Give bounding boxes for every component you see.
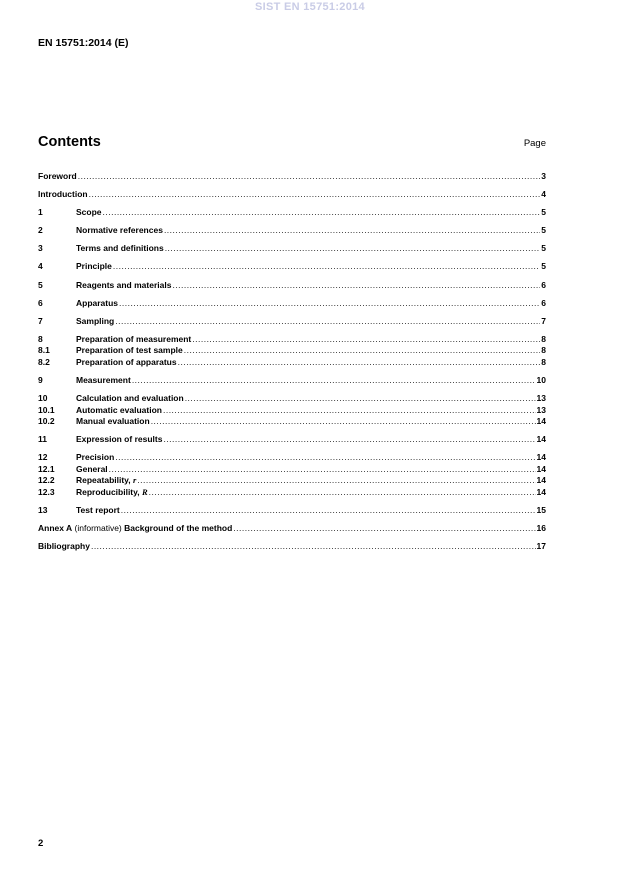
toc-entry-number: 9 bbox=[38, 374, 43, 385]
toc-entry-number: 12 bbox=[38, 452, 48, 463]
toc-entry-page: 5 bbox=[541, 243, 546, 254]
toc-entry-number: 12.2 bbox=[38, 475, 55, 486]
toc-leader-dots bbox=[185, 393, 536, 405]
toc-entry-number: 12.1 bbox=[38, 463, 55, 474]
toc-entry-measurement[interactable] bbox=[38, 375, 546, 387]
toc-entry-terms-and-definitions[interactable] bbox=[38, 243, 546, 255]
toc-entry-page: 5 bbox=[541, 207, 546, 218]
toc-leader-dots bbox=[137, 475, 535, 487]
toc-entry-preparation-of-apparatus[interactable] bbox=[38, 357, 546, 369]
toc-entry-calculation-and-evaluation[interactable] bbox=[38, 393, 546, 405]
toc-entry-variable: R bbox=[141, 486, 148, 497]
toc-leader-dots bbox=[178, 357, 541, 369]
toc-entry-number: 13 bbox=[38, 504, 48, 515]
toc-entry-title: Normative references bbox=[76, 225, 163, 236]
toc-entry-number: 10.2 bbox=[38, 416, 55, 427]
toc-entry-page: 13 bbox=[536, 393, 546, 404]
toc-entry-number: 12.3 bbox=[38, 486, 55, 497]
toc-leader-dots bbox=[121, 505, 536, 517]
toc-entry-reproducibility[interactable] bbox=[38, 487, 546, 499]
toc-entry-manual-evaluation[interactable] bbox=[38, 416, 546, 428]
toc-entry-number: 2 bbox=[38, 225, 43, 236]
toc-entry-page: 8 bbox=[541, 333, 546, 344]
toc-entry-page: 14 bbox=[536, 434, 546, 445]
toc-entry-expression-of-results[interactable] bbox=[38, 434, 546, 446]
toc-leader-dots bbox=[184, 345, 541, 357]
toc-leader-dots bbox=[113, 261, 540, 273]
toc-entry-title-wrap bbox=[76, 475, 136, 487]
toc-entry-page: 14 bbox=[536, 452, 546, 463]
toc-entry-repeatability[interactable] bbox=[38, 475, 546, 487]
toc-entry-title: Sampling bbox=[76, 315, 115, 326]
toc-annex-title: Background of the method bbox=[124, 522, 233, 533]
toc-entry-page: 3 bbox=[541, 171, 546, 181]
toc-annex-note: (informative) bbox=[72, 522, 125, 533]
toc-entry-title: Preparation of measurement bbox=[76, 333, 192, 344]
watermark: SIST EN 15751:2014 bbox=[255, 1, 365, 13]
toc-entry-page: 14 bbox=[536, 463, 546, 474]
toc-entry-title: Measurement bbox=[76, 374, 131, 385]
toc-entry-precision[interactable] bbox=[38, 452, 546, 464]
toc-entry-annex-a[interactable] bbox=[38, 523, 546, 535]
toc-entry-page: 8 bbox=[541, 356, 546, 367]
toc-leader-dots bbox=[119, 298, 540, 310]
toc-leader-dots bbox=[149, 487, 536, 499]
toc-entry-title: Repeatability, bbox=[76, 475, 133, 486]
toc-leader-dots bbox=[109, 464, 536, 476]
toc-leader-dots bbox=[164, 225, 540, 237]
toc-entry-number: 11 bbox=[38, 434, 47, 445]
toc-leader-dots bbox=[233, 523, 535, 535]
toc-entry-title: Reproducibility, bbox=[76, 486, 142, 497]
toc-entry-page: 16 bbox=[536, 522, 546, 533]
toc-entry-title: Calculation and evaluation bbox=[76, 393, 184, 404]
contents-title: Contents bbox=[38, 134, 101, 150]
toc-entry-scope[interactable] bbox=[38, 207, 546, 219]
toc-entry-page: 17 bbox=[536, 541, 546, 551]
toc-entry-normative-references[interactable] bbox=[38, 225, 546, 237]
toc-entry-page: 5 bbox=[541, 225, 546, 236]
toc-entry-number: 8.1 bbox=[38, 345, 50, 356]
toc-entry-number: 1 bbox=[38, 207, 43, 218]
toc-entry-page: 5 bbox=[541, 261, 546, 272]
toc-entry-title: Precision bbox=[76, 452, 115, 463]
toc-entry-title: Principle bbox=[76, 261, 112, 272]
toc-entry-page: 6 bbox=[541, 279, 546, 290]
toc-entry-page: 14 bbox=[536, 486, 546, 497]
toc-leader-dots bbox=[192, 334, 540, 346]
toc-entry-title: Test report bbox=[76, 504, 120, 515]
toc-entry-number: 10.1 bbox=[38, 404, 55, 415]
toc-entry-foreword[interactable] bbox=[38, 171, 546, 183]
toc-leader-dots bbox=[115, 452, 535, 464]
toc-entry-principle[interactable] bbox=[38, 261, 546, 273]
toc-entry-variable: r bbox=[133, 475, 137, 486]
toc-entry-title: Preparation of apparatus bbox=[76, 356, 177, 367]
toc-entry-number: 5 bbox=[38, 279, 43, 290]
toc-entry-title: Annex A bbox=[38, 522, 73, 533]
toc-entry-page: 7 bbox=[541, 315, 546, 326]
toc-leader-dots bbox=[132, 375, 536, 387]
toc-entry-title: Expression of results bbox=[76, 434, 163, 445]
toc-leader-dots bbox=[89, 189, 541, 201]
document-id: EN 15751:2014 (E) bbox=[38, 37, 129, 49]
toc-entry-reagents-and-materials[interactable] bbox=[38, 280, 546, 292]
toc-entry-number: 4 bbox=[38, 261, 43, 272]
toc-entry-number: 6 bbox=[38, 297, 43, 308]
toc-entry-page: 10 bbox=[536, 374, 546, 385]
toc-entry-page: 14 bbox=[536, 475, 546, 486]
toc-entry-page: 14 bbox=[536, 416, 546, 427]
toc-entry-title: Manual evaluation bbox=[76, 416, 150, 427]
toc-entry-number: 10 bbox=[38, 393, 48, 404]
toc-entry-title: Foreword bbox=[38, 171, 77, 181]
toc-leader-dots bbox=[115, 316, 540, 328]
toc-entry-preparation-of-test-sample[interactable] bbox=[38, 345, 546, 357]
toc-entry-test-report[interactable] bbox=[38, 505, 546, 517]
toc-entry-page: 4 bbox=[541, 189, 546, 200]
toc-entry-title: Apparatus bbox=[76, 297, 119, 308]
toc-entry-title: Introduction bbox=[38, 189, 88, 200]
toc-entry-title: Automatic evaluation bbox=[76, 404, 162, 415]
toc-entry-page: 15 bbox=[536, 504, 546, 515]
table-of-contents bbox=[38, 171, 546, 553]
toc-entry-title: Terms and definitions bbox=[76, 243, 164, 254]
toc-entry-sampling[interactable] bbox=[38, 316, 546, 328]
toc-leader-dots bbox=[163, 405, 536, 417]
page-column-label: Page bbox=[523, 138, 546, 149]
toc-leader-dots bbox=[78, 171, 541, 183]
toc-leader-dots bbox=[151, 416, 536, 428]
toc-leader-dots bbox=[103, 207, 541, 219]
toc-entry-title-wrap bbox=[38, 523, 232, 535]
toc-entry-page: 8 bbox=[541, 345, 546, 356]
toc-entry-automatic-evaluation[interactable] bbox=[38, 405, 546, 417]
toc-entry-number: 7 bbox=[38, 315, 43, 326]
toc-entry-general[interactable] bbox=[38, 464, 546, 476]
toc-entry-title: Preparation of test sample bbox=[76, 345, 183, 356]
toc-leader-dots bbox=[91, 541, 536, 553]
toc-entry-title: Bibliography bbox=[38, 541, 90, 551]
toc-entry-introduction[interactable] bbox=[38, 189, 546, 201]
toc-entry-title-wrap bbox=[76, 487, 148, 499]
toc-entry-title: General bbox=[76, 463, 108, 474]
toc-entry-number: 3 bbox=[38, 243, 43, 254]
toc-entry-bibliography[interactable] bbox=[38, 541, 546, 553]
toc-entry-page: 6 bbox=[541, 297, 546, 308]
toc-entry-number: 8 bbox=[38, 333, 43, 344]
toc-entry-preparation-of-measurement[interactable] bbox=[38, 334, 546, 346]
toc-entry-apparatus[interactable] bbox=[38, 298, 546, 310]
page-number: 2 bbox=[38, 838, 44, 849]
toc-entry-title: Reagents and materials bbox=[76, 279, 172, 290]
toc-entry-title: Scope bbox=[76, 207, 102, 218]
toc-leader-dots bbox=[172, 280, 540, 292]
toc-entry-number: 8.2 bbox=[38, 356, 50, 367]
toc-leader-dots bbox=[163, 434, 535, 446]
toc-entry-page: 13 bbox=[536, 404, 546, 415]
toc-leader-dots bbox=[165, 243, 541, 255]
